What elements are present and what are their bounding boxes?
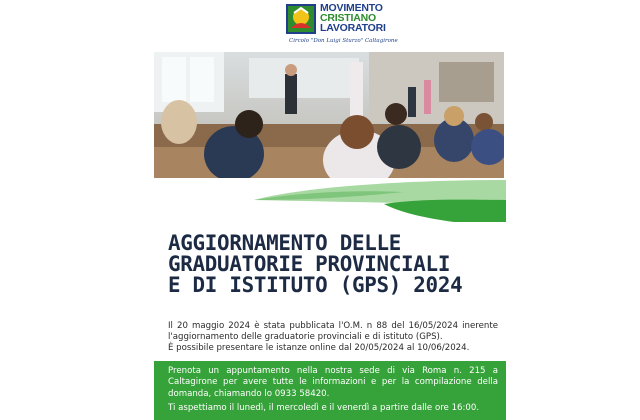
title-line-2: GRADUATORIE PROVINCIALI <box>168 252 451 277</box>
green-swoosh-decoration <box>154 178 506 226</box>
announcement-text <box>168 321 498 355</box>
info-paragraph-1: Prenota un appuntamento nella nostra sede di via Roma n. 215 a Caltagirone per avere tutte le informazioni e per la compilazione della domanda, chiamando lo 0933 58420. <box>168 366 498 399</box>
announcement-paragraph-2: È possibile presentare le istanze online dal 20/05/2024 al 10/06/2024. <box>168 343 470 354</box>
announcement-paragraph-1: Il 20 maggio 2024 è stata pubblicata l'O.M. n 88 del 16/05/2024 inerente l'aggiornamento delle graduatorie provinciali e di istituto (GPS). <box>168 321 498 343</box>
title-line-1: AGGIORNAMENTO DELLE <box>168 231 402 256</box>
classroom-photo <box>154 52 504 182</box>
page-title <box>168 233 488 296</box>
info-box-text <box>168 366 498 415</box>
info-paragraph-2: Ti aspettiamo il lunedì, il mercoledì e il venerdì a partire dalle ore 16:00. <box>168 403 480 414</box>
logo-line-1: MOVIMENTO <box>320 2 383 14</box>
logo-subtitle: Circolo "Don Luigi Sturzo" Caltagirone <box>289 38 398 44</box>
logo-line-2: CRISTIANO <box>320 12 376 24</box>
mcl-logo <box>283 2 398 48</box>
title-line-3: E DI ISTITUTO (GPS) 2024 <box>168 273 463 298</box>
mcl-emblem-icon <box>286 4 316 34</box>
logo-line-3: LAVORATORI <box>320 22 386 34</box>
